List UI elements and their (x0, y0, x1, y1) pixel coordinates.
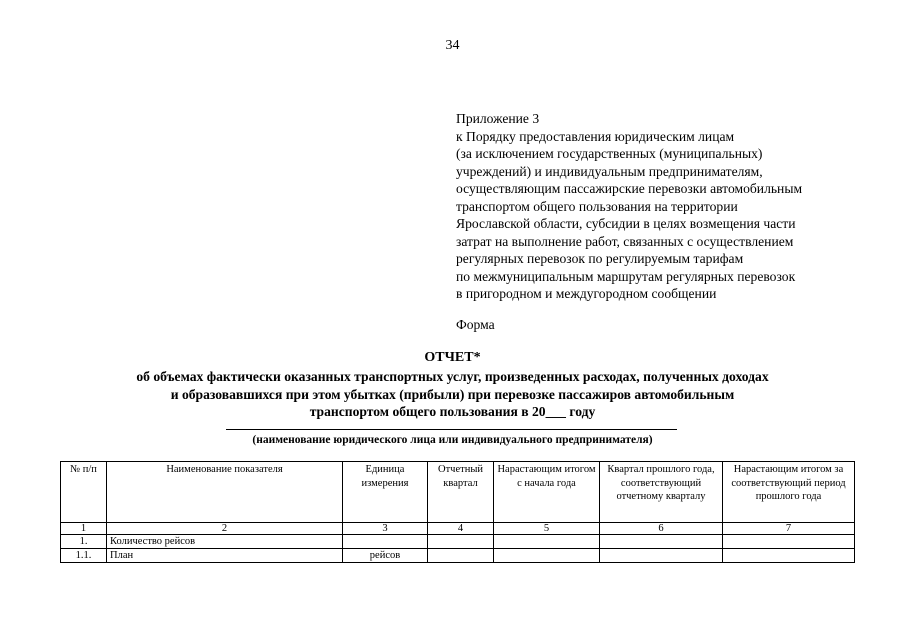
row-number-cell: 1. (61, 535, 107, 549)
column-number: 1 (61, 523, 107, 535)
entity-name-line (226, 429, 677, 430)
last-year-cumulative-cell[interactable] (723, 549, 855, 563)
column-number: 6 (600, 523, 723, 535)
header-unit: Единица измерения (343, 462, 428, 523)
appendix-line: к Порядку предоставления юридическим лицам (456, 128, 735, 144)
report-subtitle-line: об объемах фактически оказанных транспортных услуг, произведенных расходах, полученных доходах (136, 369, 769, 384)
unit-cell[interactable] (343, 535, 428, 549)
appendix-line: Ярославской области, субсидии в целях возмещения части (456, 216, 796, 231)
report-title: ОТЧЕТ* (424, 350, 481, 365)
column-number: 4 (428, 523, 494, 535)
form-label: Форма (456, 317, 495, 332)
row-number-cell: 1.1. (61, 549, 107, 563)
appendix-block (456, 110, 802, 303)
indicator-name-cell: Количество рейсов (107, 535, 343, 549)
table-header-row (61, 462, 855, 523)
unit-cell[interactable]: рейсов (343, 549, 428, 563)
header-reporting-quarter: Отчетный квартал (428, 462, 494, 523)
table-row (61, 535, 855, 549)
appendix-line: Приложение 3 (456, 111, 540, 126)
appendix-line: в пригородном и междугородном сообщении (456, 286, 717, 301)
reporting-quarter-cell[interactable] (428, 535, 494, 549)
report-subtitle-line: и образовавшихся при этом убытках (прибыли) при перевозке пассажиров автомобильным (170, 386, 735, 402)
last-year-quarter-cell[interactable] (600, 549, 723, 563)
last-year-quarter-cell[interactable] (600, 535, 723, 549)
column-number-row (61, 523, 855, 535)
header-cumulative-year: Нарастающим итогом с начала года (494, 462, 600, 523)
indicator-name-cell: План (107, 549, 343, 563)
cumulative-year-cell[interactable] (494, 549, 600, 563)
entity-name-caption: (наименование юридического лица или индивидуального предпринимателя) (252, 434, 653, 446)
cumulative-year-cell[interactable] (494, 535, 600, 549)
appendix-line: затрат на выполнение работ, связанных с осуществлением (456, 233, 794, 249)
appendix-line: учреждений) и индивидуальным предпринимателям, (456, 163, 763, 179)
header-number: № п/п (61, 462, 107, 523)
appendix-line: регулярных перевозок по регулируемым тарифам (456, 251, 744, 266)
column-number: 3 (343, 523, 428, 535)
report-table (60, 461, 855, 563)
appendix-line: (за исключением государственных (муниципальных) (456, 146, 763, 161)
report-subtitle (0, 368, 905, 421)
last-year-cumulative-cell[interactable] (723, 535, 855, 549)
table-row (61, 549, 855, 563)
column-number: 7 (723, 523, 855, 535)
column-number: 2 (107, 523, 343, 535)
appendix-line: осуществляющим пассажирские перевозки автомобильным (456, 181, 803, 196)
appendix-line: транспортом общего пользования на территории (456, 198, 738, 214)
header-last-year-cumulative: Нарастающим итогом за соответствующий период прошлого года (723, 462, 855, 523)
page-number: 34 (445, 38, 460, 53)
appendix-line: по межмуниципальным маршрутам регулярных перевозок (456, 268, 796, 284)
report-subtitle-line: транспортом общего пользования в 20___ году (309, 404, 596, 419)
reporting-quarter-cell[interactable] (428, 549, 494, 563)
column-number: 5 (494, 523, 600, 535)
header-indicator-name: Наименование показателя (107, 462, 343, 523)
header-last-year-quarter: Квартал прошлого года, соответствующий отчетному кварталу (600, 462, 723, 523)
